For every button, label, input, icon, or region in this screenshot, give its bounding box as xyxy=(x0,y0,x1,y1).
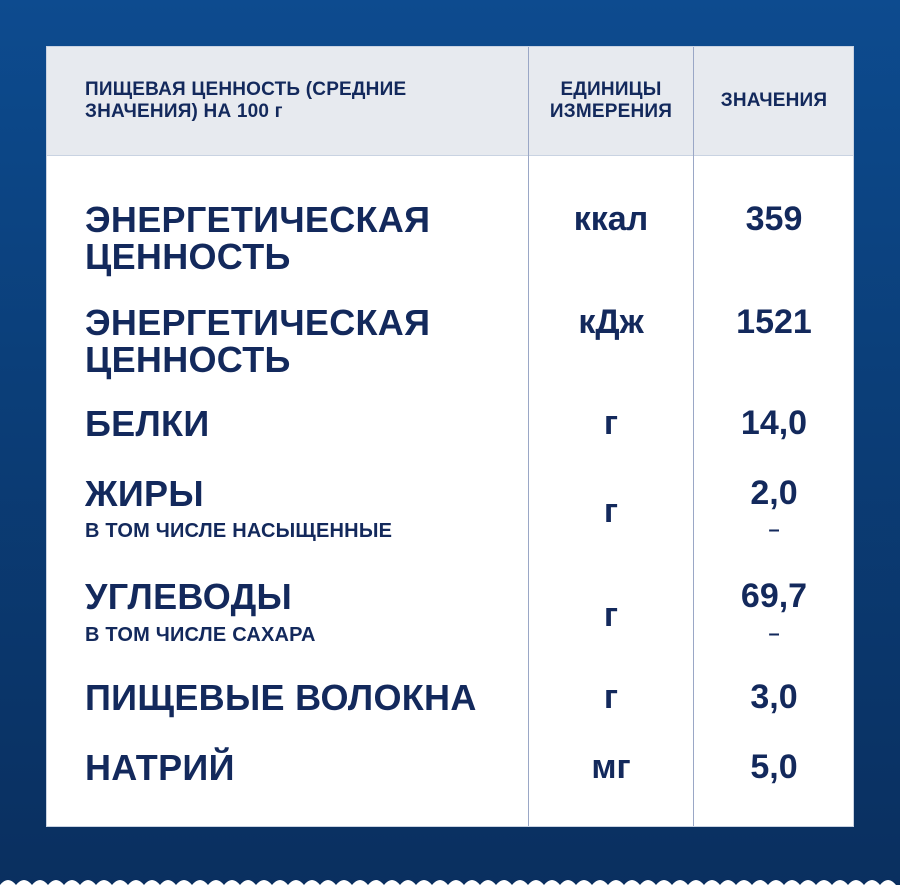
nutrient-subname: В ТОМ ЧИСЛЕ НАСЫЩЕННЫЕ xyxy=(85,520,393,542)
nutrient-name: ЭНЕРГЕТИЧЕСКАЯ ЦЕННОСТЬ xyxy=(85,199,431,277)
nutrient-subname: В ТОМ ЧИСЛЕ САХАРА xyxy=(85,624,316,646)
nutrient-unit: ккал xyxy=(573,200,649,238)
nutrient-value: 5,0 xyxy=(750,748,798,786)
nutrient-name: НАТРИЙ xyxy=(85,747,235,788)
header-nutrient-label: ПИЩЕВАЯ ЦЕННОСТЬ (СРЕДНИЕ ЗНАЧЕНИЯ) НА 100 г xyxy=(85,79,407,122)
nutrient-value: 3,0 xyxy=(750,678,798,716)
header-units-label: ЕДИНИЦЫ ИЗМЕРЕНИЯ xyxy=(549,79,673,122)
nutrient-name: ЖИРЫ xyxy=(85,473,204,514)
nutrient-name: БЕЛКИ xyxy=(85,403,210,444)
nutrient-unit: кДж xyxy=(578,303,644,341)
nutrient-value: 1521 xyxy=(736,303,812,341)
nutrition-table xyxy=(46,46,854,827)
nutrient-name: ЭНЕРГЕТИЧЕСКАЯ ЦЕННОСТЬ xyxy=(85,302,431,380)
nutrient-subvalue: – xyxy=(768,519,780,541)
header-nutrient xyxy=(85,47,515,155)
nutrient-unit: мг xyxy=(591,748,631,786)
nutrient-unit: г xyxy=(603,492,619,530)
nutrient-unit: г xyxy=(603,678,619,716)
nutrient-unit: г xyxy=(603,596,619,634)
header-values-label: ЗНАЧЕНИЯ xyxy=(720,90,828,111)
nutrient-value: 359 xyxy=(745,200,803,238)
nutrient-value: 69,7 xyxy=(740,577,808,615)
header-values xyxy=(694,47,854,155)
nutrient-value: 14,0 xyxy=(740,404,808,442)
nutrient-unit: г xyxy=(603,404,619,442)
nutrient-value: 2,0 xyxy=(750,474,798,512)
header-units xyxy=(529,47,693,155)
nutrient-name: ПИЩЕВЫЕ ВОЛОКНА xyxy=(85,677,477,718)
nutrient-name: УГЛЕВОДЫ xyxy=(85,576,293,617)
nutrient-subvalue: – xyxy=(768,623,780,645)
decorative-wave-border xyxy=(0,877,900,891)
